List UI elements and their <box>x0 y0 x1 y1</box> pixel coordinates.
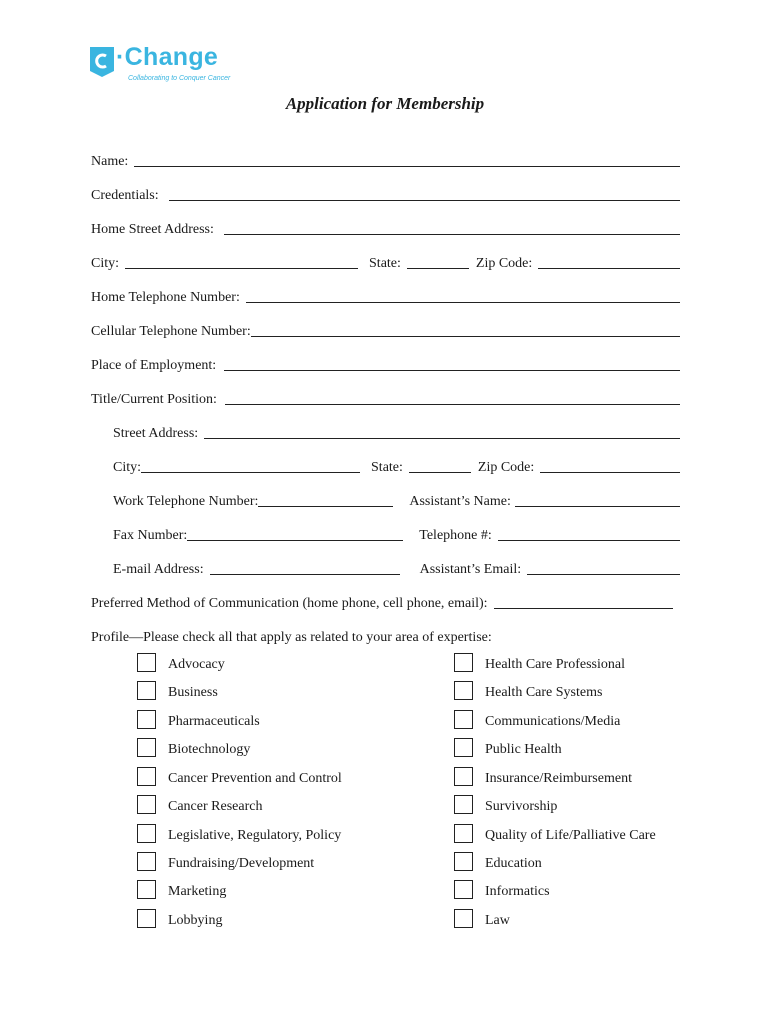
checkbox-label: Advocacy <box>168 657 225 672</box>
checkbox-quality-of-life[interactable] <box>454 824 473 843</box>
form-title: Application for Membership <box>285 94 485 113</box>
preferred-row <box>91 592 673 612</box>
checkbox-label: Lobbying <box>168 913 223 928</box>
checkbox-label: Health Care Systems <box>485 685 603 700</box>
preferred-label: Preferred Method of Communication (home phone, cell phone, email): <box>91 596 488 611</box>
state-label: State: <box>369 256 401 271</box>
c-logo-icon <box>90 47 114 77</box>
name-label: Name: <box>91 154 129 169</box>
checkbox-label: Public Health <box>485 742 562 757</box>
zip-label: Zip Code: <box>475 256 533 271</box>
home-street-row <box>91 218 680 238</box>
checkbox-biotechnology[interactable] <box>137 738 156 757</box>
checkbox-label: Marketing <box>168 884 227 899</box>
checkbox-label: Fundraising/Development <box>168 856 315 871</box>
email-row <box>113 558 680 578</box>
assistant-name-label: Assistant’s Name: <box>409 494 511 509</box>
checkbox-label: Legislative, Regulatory, Policy <box>168 828 342 843</box>
checkbox-cancer-prevention[interactable] <box>137 767 156 786</box>
checkbox-informatics[interactable] <box>454 880 473 899</box>
checkbox-label: Insurance/Reimbursement <box>485 771 632 786</box>
zip-field[interactable] <box>538 268 680 269</box>
home-street-field[interactable] <box>224 234 680 235</box>
c-change-logo <box>90 43 231 89</box>
work-phone-row <box>113 490 680 510</box>
checkbox-label: Communications/Media <box>485 714 621 729</box>
checkbox-label: Education <box>485 856 542 871</box>
profile-prompt-row <box>91 626 680 646</box>
checkbox-insurance-reimbursement[interactable] <box>454 767 473 786</box>
checkbox-label: Cancer Prevention and Control <box>168 771 342 786</box>
name-field[interactable] <box>134 166 680 167</box>
cell-phone-field[interactable] <box>251 336 680 337</box>
checkbox-label: Business <box>168 685 218 700</box>
work-city-row <box>113 456 680 476</box>
state-field[interactable] <box>407 268 469 269</box>
checkbox-fundraising[interactable] <box>137 852 156 871</box>
checkbox-cancer-research[interactable] <box>137 795 156 814</box>
telephone-field[interactable] <box>498 540 680 541</box>
employment-field[interactable] <box>224 370 680 371</box>
profile-prompt: Profile—Please check all that apply as related to your area of expertise: <box>91 630 492 645</box>
checkbox-label: Health Care Professional <box>485 657 625 672</box>
checkbox-marketing[interactable] <box>137 880 156 899</box>
checkbox-communications-media[interactable] <box>454 710 473 729</box>
employment-row <box>91 354 680 374</box>
title-position-field[interactable] <box>225 404 680 405</box>
checkbox-business[interactable] <box>137 681 156 700</box>
home-street-label: Home Street Address: <box>91 222 214 237</box>
email-field[interactable] <box>210 574 400 575</box>
checkbox-education[interactable] <box>454 852 473 871</box>
assistant-email-field[interactable] <box>527 574 680 575</box>
home-phone-row <box>91 286 680 306</box>
assistant-email-label: Assistant’s Email: <box>419 562 522 577</box>
checkbox-label: Cancer Research <box>168 799 263 814</box>
checkbox-pharmaceuticals[interactable] <box>137 710 156 729</box>
checkbox-legislative[interactable] <box>137 824 156 843</box>
assistant-name-field[interactable] <box>515 506 680 507</box>
checkbox-survivorship[interactable] <box>454 795 473 814</box>
credentials-field[interactable] <box>169 200 680 201</box>
work-city-field[interactable] <box>141 472 360 473</box>
work-street-row <box>113 422 680 442</box>
logo-tagline: Collaborating to Conquer Cancer <box>128 75 231 82</box>
city-field[interactable] <box>125 268 358 269</box>
checkbox-health-care-professional[interactable] <box>454 653 473 672</box>
checkbox-label: Survivorship <box>485 799 558 814</box>
cell-phone-row <box>91 320 680 340</box>
work-street-label: Street Address: <box>113 426 199 441</box>
email-label: E-mail Address: <box>113 562 204 577</box>
home-city-row <box>91 252 680 272</box>
title-position-row <box>91 388 680 408</box>
fax-field[interactable] <box>187 540 403 541</box>
checkbox-lobbying[interactable] <box>137 909 156 928</box>
checkbox-label: Law <box>485 913 510 928</box>
checkbox-label: Pharmaceuticals <box>168 714 260 729</box>
work-phone-label: Work Telephone Number: <box>113 494 259 509</box>
title-position-label: Title/Current Position: <box>91 392 217 407</box>
credentials-label: Credentials: <box>91 188 159 203</box>
cell-phone-label: Cellular Telephone Number: <box>91 324 251 339</box>
employment-label: Place of Employment: <box>91 358 217 373</box>
work-state-label: State: <box>371 460 403 475</box>
home-phone-field[interactable] <box>246 302 680 303</box>
work-zip-field[interactable] <box>540 472 680 473</box>
credentials-row <box>91 184 680 204</box>
work-zip-label: Zip Code: <box>477 460 535 475</box>
telephone-label: Telephone #: <box>419 528 492 543</box>
checkbox-public-health[interactable] <box>454 738 473 757</box>
checkbox-health-care-systems[interactable] <box>454 681 473 700</box>
work-state-field[interactable] <box>409 472 471 473</box>
work-street-field[interactable] <box>204 438 680 439</box>
home-phone-label: Home Telephone Number: <box>91 290 240 305</box>
work-phone-field[interactable] <box>258 506 393 507</box>
checkbox-label: Quality of Life/Palliative Care <box>485 828 656 843</box>
city-label: City: <box>91 256 120 271</box>
checkbox-advocacy[interactable] <box>137 653 156 672</box>
preferred-field[interactable] <box>494 608 673 609</box>
fax-row <box>113 524 680 544</box>
work-city-label: City: <box>113 460 142 475</box>
checkbox-label: Informatics <box>485 884 550 899</box>
logo-wordmark: ·Change <box>116 43 219 71</box>
name-row <box>91 150 680 170</box>
checkbox-law[interactable] <box>454 909 473 928</box>
checkbox-label: Biotechnology <box>168 742 251 757</box>
fax-label: Fax Number: <box>113 528 188 543</box>
